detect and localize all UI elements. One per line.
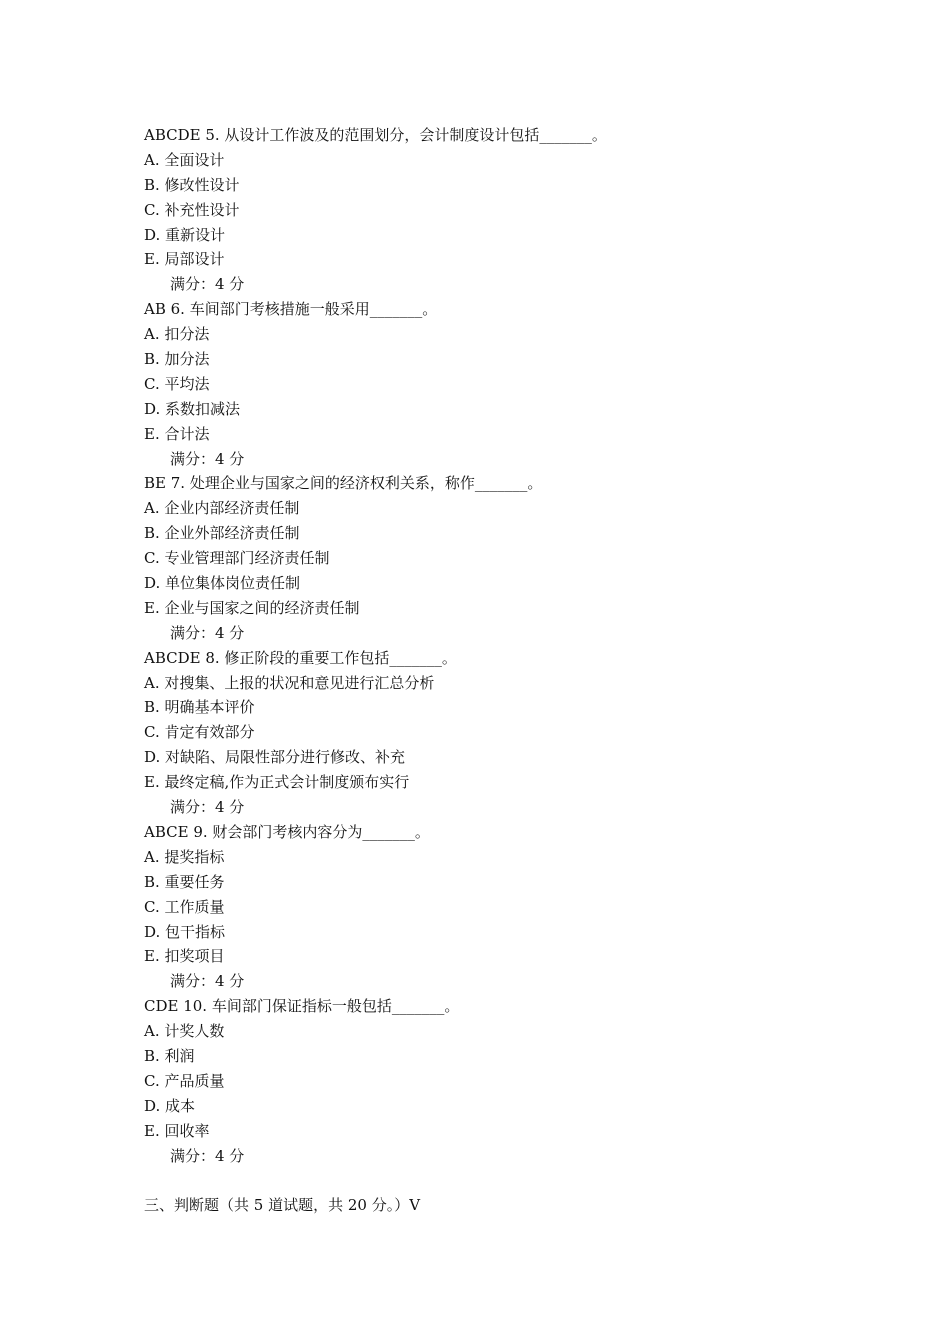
question-block [144,820,864,994]
option-e: E. 最终定稿,作为正式会计制度颁布实行 [144,773,410,792]
option-e: E. 合计法 [144,424,210,443]
option-b: B. 重要任务 [144,872,225,891]
option-c: C. 专业管理部门经济责任制 [144,549,330,568]
question-stem: CDE 10. 车间部门保证指标一般包括_______。 [144,997,460,1016]
question-block [144,297,864,471]
option-b: B. 加分法 [144,350,210,369]
question-stem: ABCDE 5. 从设计工作波及的范围划分，会计制度设计包括_______。 [144,126,607,144]
score-line: 满分：4 分 [170,972,245,991]
score-line: 满分：4 分 [170,449,245,468]
question-block [144,123,864,297]
option-e: E. 企业与国家之间的经济责任制 [144,598,360,617]
question-stem: AB 6. 车间部门考核措施一般采用_______。 [144,300,438,319]
question-stem: BE 7. 处理企业与国家之间的经济权利关系，称作_______。 [144,474,543,493]
question-stem: ABCE 9. 财会部门考核内容分为_______。 [144,822,430,841]
option-c: C. 产品质量 [144,1071,225,1090]
option-a: A. 提奖指标 [144,847,225,866]
option-d: D. 重新设计 [144,225,226,244]
question-block [144,471,864,645]
option-c: C. 肯定有效部分 [144,723,255,742]
document-page [144,123,864,1218]
option-d: D. 系数扣减法 [144,399,241,418]
option-a: A. 计奖人数 [144,1022,225,1041]
option-c: C. 补充性设计 [144,200,240,219]
score-line: 满分：4 分 [170,275,245,294]
option-a: A. 企业内部经济责任制 [144,499,300,518]
option-a: A. 对搜集、上报的状况和意见进行汇总分析 [144,673,435,692]
option-a: A. 全面设计 [144,150,225,169]
option-d: D. 单位集体岗位责任制 [144,574,301,593]
option-c: C. 工作质量 [144,897,225,916]
option-b: B. 企业外部经济责任制 [144,524,300,543]
question-stem: ABCDE 8. 修正阶段的重要工作包括_______。 [144,648,457,667]
score-line: 满分：4 分 [170,798,245,817]
option-b: B. 修改性设计 [144,175,240,194]
option-c: C. 平均法 [144,374,210,393]
option-b: B. 利润 [144,1046,195,1065]
option-a: A. 扣分法 [144,325,210,344]
option-e: E. 局部设计 [144,250,225,269]
question-block [144,646,864,820]
section-heading: 三、判断题（共 5 道试题，共 20 分。）V [144,1196,421,1215]
question-block [144,994,864,1168]
option-d: D. 对缺陷、局限性部分进行修改、补充 [144,748,406,767]
blank-line [144,1168,864,1193]
score-line: 满分：4 分 [170,623,245,642]
option-b: B. 明确基本评价 [144,698,255,717]
score-line: 满分：4 分 [170,1146,245,1165]
option-e: E. 回收率 [144,1121,210,1140]
option-d: D. 包干指标 [144,922,226,941]
option-d: D. 成本 [144,1096,196,1115]
option-e: E. 扣奖项目 [144,947,225,966]
